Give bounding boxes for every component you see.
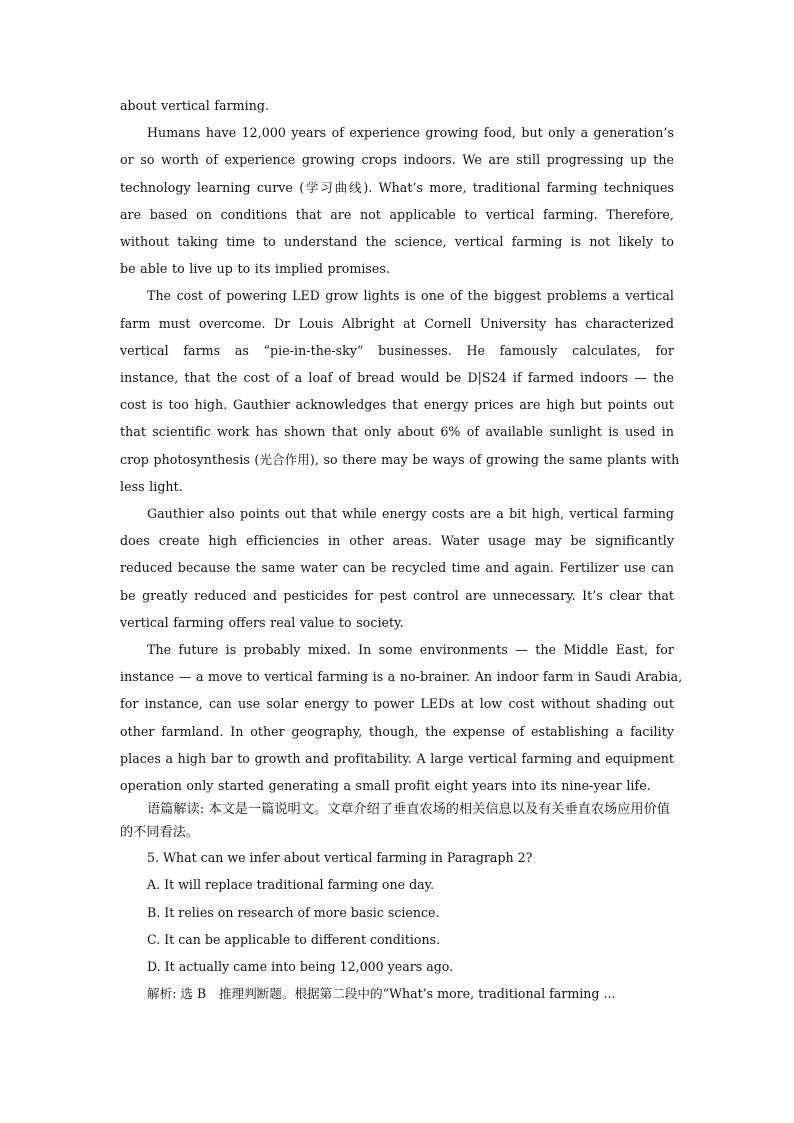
passage-summary: 语篇解读: 本文是一篇说明文。文章介绍了垂直农场的相关信息以及有关垂直农场应用价值的不同看法。 bbox=[120, 802, 670, 840]
text-line: be able to live up to its implied promises. bbox=[120, 261, 390, 277]
text-line: other farmland. In other geography, though, the expense of establishing a facility bbox=[120, 723, 674, 739]
paragraph-1 bbox=[120, 92, 674, 119]
paragraph-2 bbox=[120, 119, 674, 282]
text-line: The future is probably mixed. In some environments — the Middle East, for bbox=[147, 642, 674, 658]
text-line: or so worth of experience growing crops indoors. We are still progressing up the bbox=[120, 152, 674, 168]
option-b: B. It relies on research of more basic science. bbox=[147, 904, 440, 920]
paragraph-3 bbox=[120, 282, 680, 500]
answer-analysis: 解析: 选 B 推理判断题。根据第二段中的“What’s more, traditional farming ... bbox=[147, 986, 616, 1002]
document-page bbox=[120, 92, 683, 1008]
text-line: about vertical farming. bbox=[120, 98, 270, 113]
text-line: that scientific work has shown that only about 6% of available sunlight is used in bbox=[120, 424, 674, 440]
question-stem: 5. What can we infer about vertical farming in Paragraph 2? bbox=[147, 850, 533, 866]
paragraph-5 bbox=[120, 636, 683, 799]
paragraph-4 bbox=[120, 500, 674, 636]
text-line: instance, that the cost of a loaf of bread would be D|S24 if farmed indoors — the bbox=[120, 370, 674, 386]
text-line: for instance, can use solar energy to power LEDs at low cost without shading out bbox=[120, 696, 674, 712]
text-line: farm must overcome. Dr Louis Albright at Cornell University has characterized bbox=[120, 315, 674, 331]
text-line: Humans have 12,000 years of experience growing food, but only a generation’s bbox=[147, 125, 674, 141]
option-a: A. It will replace traditional farming one day. bbox=[147, 877, 435, 893]
option-d: D. It actually came into being 12,000 years ago. bbox=[147, 959, 454, 975]
text-line: The cost of powering LED grow lights is one of the biggest problems a vertical bbox=[147, 288, 674, 304]
text-line: reduced because the same water can be recycled time and again. Fertilizer use can bbox=[120, 560, 674, 576]
text-line: without taking time to understand the science, vertical farming is not likely to bbox=[120, 234, 674, 250]
text-line: technology learning curve (学习曲线). What’s more, traditional farming techniques bbox=[120, 179, 674, 195]
text-line: are based on conditions that are not applicable to vertical farming. Therefore, bbox=[120, 206, 674, 222]
text-line: vertical farming offers real value to society. bbox=[120, 614, 404, 630]
text-line: crop photosynthesis (光合作用), so there may be ways of growing the same plants with bbox=[120, 451, 680, 467]
text-line: Gauthier also points out that while energy costs are a bit high, vertical farming bbox=[147, 506, 674, 522]
option-c: C. It can be applicable to different conditions. bbox=[147, 931, 441, 947]
text-line: does create high efficiencies in other areas. Water usage may be significantly bbox=[120, 533, 674, 549]
text-line: operation only started generating a small profit eight years into its nine-year life. bbox=[120, 778, 651, 794]
text-line: vertical farms as “pie-in-the-sky” businesses. He famously calculates, for bbox=[120, 342, 674, 358]
text-line: cost is too high. Gauthier acknowledges that energy prices are high but points out bbox=[120, 397, 674, 413]
text-line: places a high bar to growth and profitability. A large vertical farming and equipment bbox=[120, 750, 674, 766]
text-line: be greatly reduced and pesticides for pest control are unnecessary. It’s clear that bbox=[120, 587, 674, 603]
text-line: less light. bbox=[120, 478, 183, 494]
text-line: instance — a move to vertical farming is a no-brainer. An indoor farm in Saudi Arabia, bbox=[120, 669, 683, 685]
